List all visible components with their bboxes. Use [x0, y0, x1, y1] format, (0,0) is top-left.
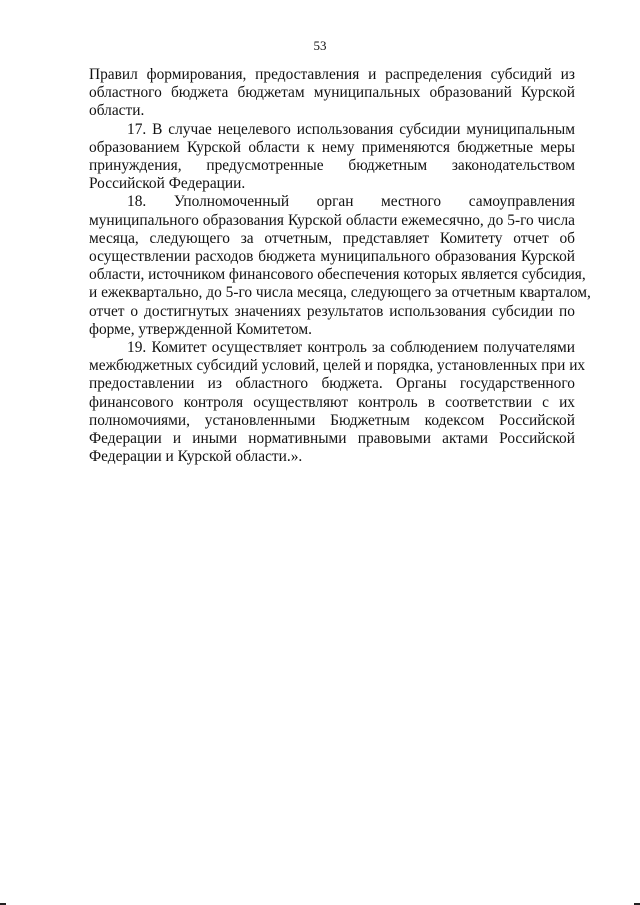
text-line: отчет о достигнутых значениях результатов использования субсидии по [89, 302, 575, 320]
text-line: форме, утвержденной Комитетом. [89, 320, 313, 338]
page-number: 53 [313, 38, 327, 53]
text-line: полномочиями, установленными Бюджетным кодексом Российской [89, 411, 575, 429]
text-line: и ежеквартально, до 5-го числа месяца, следующего за отчетным кварталом, [89, 284, 591, 302]
text-line [89, 121, 575, 139]
text-line: финансового контроля осуществляют контроль в соответствии с их [89, 393, 575, 411]
text-line: осуществлении расходов бюджета муниципального образования Курской [89, 248, 575, 266]
text-line: области. [89, 102, 145, 120]
text-line: муниципального образования Курской области ежемесячно, до 5-го числа [89, 211, 575, 229]
text-line [89, 193, 575, 211]
paragraph-17-first-line: 17. В случае нецелевого использования субсидии муниципальным [127, 120, 575, 138]
text-line: Федерации и иными нормативными правовыми актами Российской [89, 430, 575, 448]
text-line: областного бюджета бюджетам муниципальных образований Курской [89, 84, 575, 102]
text-line: Федерации и Курской области.». [89, 448, 303, 466]
text-line [89, 339, 575, 357]
text-line: межбюджетных субсидий условий, целей и порядка, установленных при их [89, 357, 586, 375]
document-body [89, 66, 591, 466]
text-line: образованием Курской области к нему применяются бюджетные меры [89, 138, 575, 156]
paragraph-19-first-line: 19. Комитет осуществляет контроль за соблюдением получателями [127, 339, 575, 357]
text-line: принуждения, предусмотренные бюджетным законодательством [89, 157, 575, 175]
paragraph-18-first-line: 18. Уполномоченный орган местного самоуправления [127, 193, 575, 211]
text-line: Правил формирования, предоставления и распределения субсидий из [89, 66, 575, 83]
text-line: предоставлении из областного бюджета. Органы государственного [89, 375, 575, 393]
text-line: месяца, следующего за отчетным, представляет Комитету отчет об [89, 229, 575, 247]
text-line: Российской Федерации. [89, 175, 246, 193]
text-line: области, источником финансового обеспечения которых является субсидия, [89, 266, 586, 284]
